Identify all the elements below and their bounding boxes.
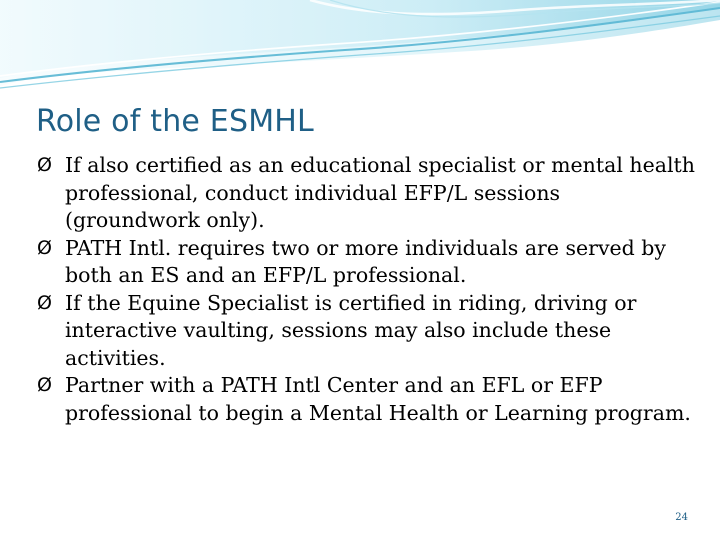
bullet-text-equine-specialist: If the Equine Specialist is certified in riding, driving or interactive vaulting, sessions may also include these activities. (65, 290, 637, 370)
page-number: 24 (675, 512, 688, 523)
bullet-item-path-requirements (36, 235, 696, 290)
bullet-list (36, 152, 696, 427)
arrow-bullet-icon: Ø (37, 236, 52, 259)
arrow-bullet-icon: Ø (37, 291, 52, 314)
bullet-item-partner-program (36, 372, 696, 427)
decorative-wave-banner (0, 0, 720, 100)
bullet-text-partner-program: Partner with a PATH Intl Center and an EFL or EFP professional to begin a Mental Health or Learning program. (65, 373, 691, 425)
bullet-item-certification (36, 152, 696, 235)
arrow-bullet-icon: Ø (37, 374, 52, 396)
bullet-item-equine-specialist (36, 290, 696, 373)
bullet-text-certification: If also certified as an educational specialist or mental health professional, conduct individual EFP/L sessions (groundwork only). (65, 153, 695, 232)
bullet-text-path-requirements: PATH Intl. requires two or more individuals are served by both an ES and an EFP/L professional. (65, 235, 666, 287)
arrow-bullet-icon: Ø (37, 154, 52, 176)
slide-title: Role of the ESMHL (36, 104, 314, 139)
